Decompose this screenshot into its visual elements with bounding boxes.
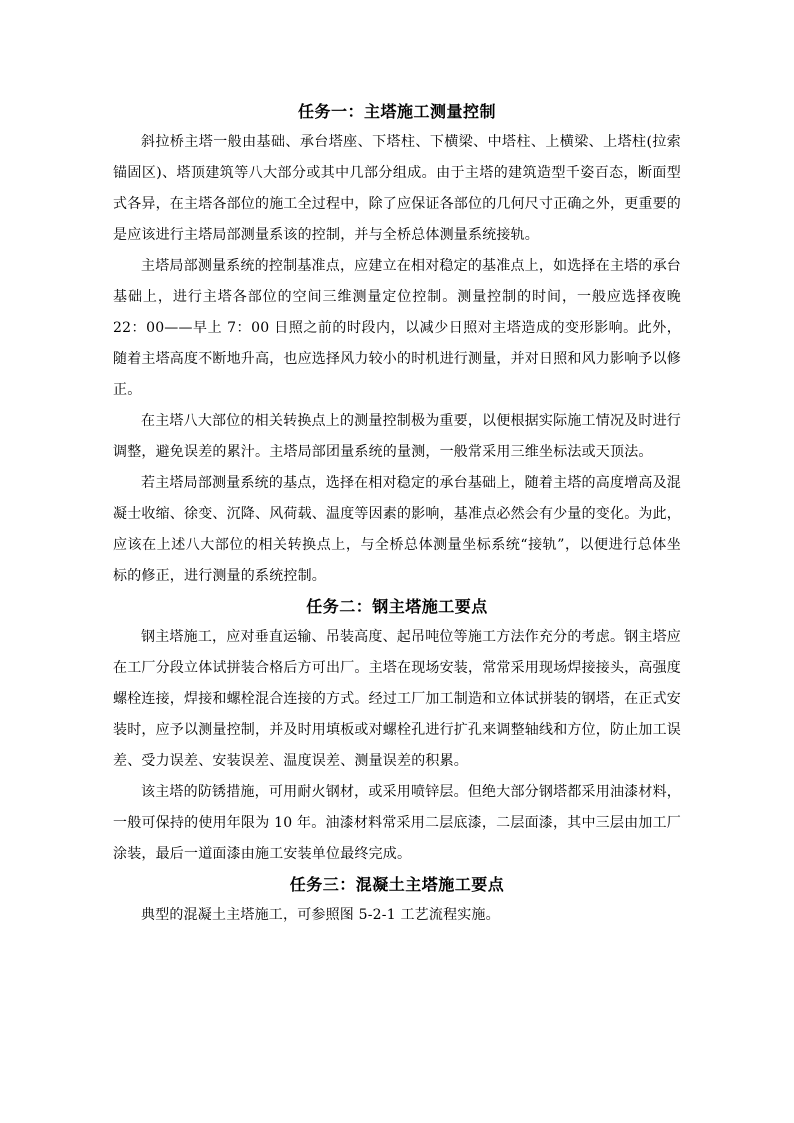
paragraph: 在主塔八大部位的相关转换点上的测量控制极为重要，以便根据实际施工情况及时进行调整，避免误差的累汁。主塔局部团量系统的量测，一般常采用三维坐标法或天顶法。 xyxy=(113,413,681,460)
paragraph: 主塔局部测量系统的控制基准点，应建立在相对稳定的基准点上，如选择在主塔的承台基础上，进行主塔各部位的空间三维测量定位控制。测量控制的时间，一般应选择夜晚 22：00——早上 7：00 日照之前的时段内，以减少日照对主塔造成的变形影响。此外，随着主塔高度不断地升高，也应选择风力较小的时机进行测量，并对日照和风力影响予以修正。 xyxy=(113,258,681,398)
paragraph: 该主塔的防锈措施，可用耐火钢材，或采用喷锌层。但绝大部分钢塔都采用油漆材料，一般可保持的使用年限为 10 年。油漆材料常采用二层底漆，二层面漆，其中三层由加工厂涂装，最后一道面漆由施工安装单位最终完成。 xyxy=(113,784,681,862)
document-body xyxy=(113,97,681,931)
paragraph: 钢主塔施工，应对垂直运输、吊装高度、起吊吨位等施工方法作充分的考虑。钢主塔应在工厂分段立体试拼装合格后方可出厂。主塔在现场安装，常常采用现场焊接接头，高强度螺栓连接，焊接和螺栓混合连接的方式。经过工厂加工制造和立体试拼装的钢塔，在正式安装时，应予以测量控制，并及时用填板或对螺栓孔进行扩孔来调整轴线和方位，防止加工误差、受力误差、安装误差、温度误差、测量误差的积累。 xyxy=(113,629,681,769)
section-title-task-1: 任务一：主塔施工测量控制 xyxy=(297,102,496,121)
paragraph: 斜拉桥主塔一般由基础、承台塔座、下塔柱、下横梁、中塔柱、上横梁、上塔柱(拉索锚固区)、塔顶建筑等八大部分或其中几部分组成。由于主塔的建筑造型千姿百态，断面型式各异，在主塔各部位的施工全过程中，除了应保证各部位的几何尺寸正确之外，更重要的是应该进行主塔局部测量系该的控制，并与全桥总体测量系统接轨。 xyxy=(113,134,681,243)
section-title-task-3: 任务三：混凝土主塔施工要点 xyxy=(289,875,505,894)
paragraph: 典型的混凝土主塔施工，可参照图 5-2-1 工艺流程实施。 xyxy=(141,907,500,923)
section-title-task-2: 任务二：钢主塔施工要点 xyxy=(306,597,488,616)
paragraph: 若主塔局部测量系统的基点，选择在相对稳定的承台基础上，随着主塔的高度增高及混凝士收缩、徐变、沉降、风荷载、温度等因素的影响，基准点必然会有少量的变化。为此，应该在上述八大部位的相关转换点上，与全桥总体测量坐标系统“接轨”，以便进行总体坐标的修正，进行测量的系统控制。 xyxy=(113,475,681,584)
